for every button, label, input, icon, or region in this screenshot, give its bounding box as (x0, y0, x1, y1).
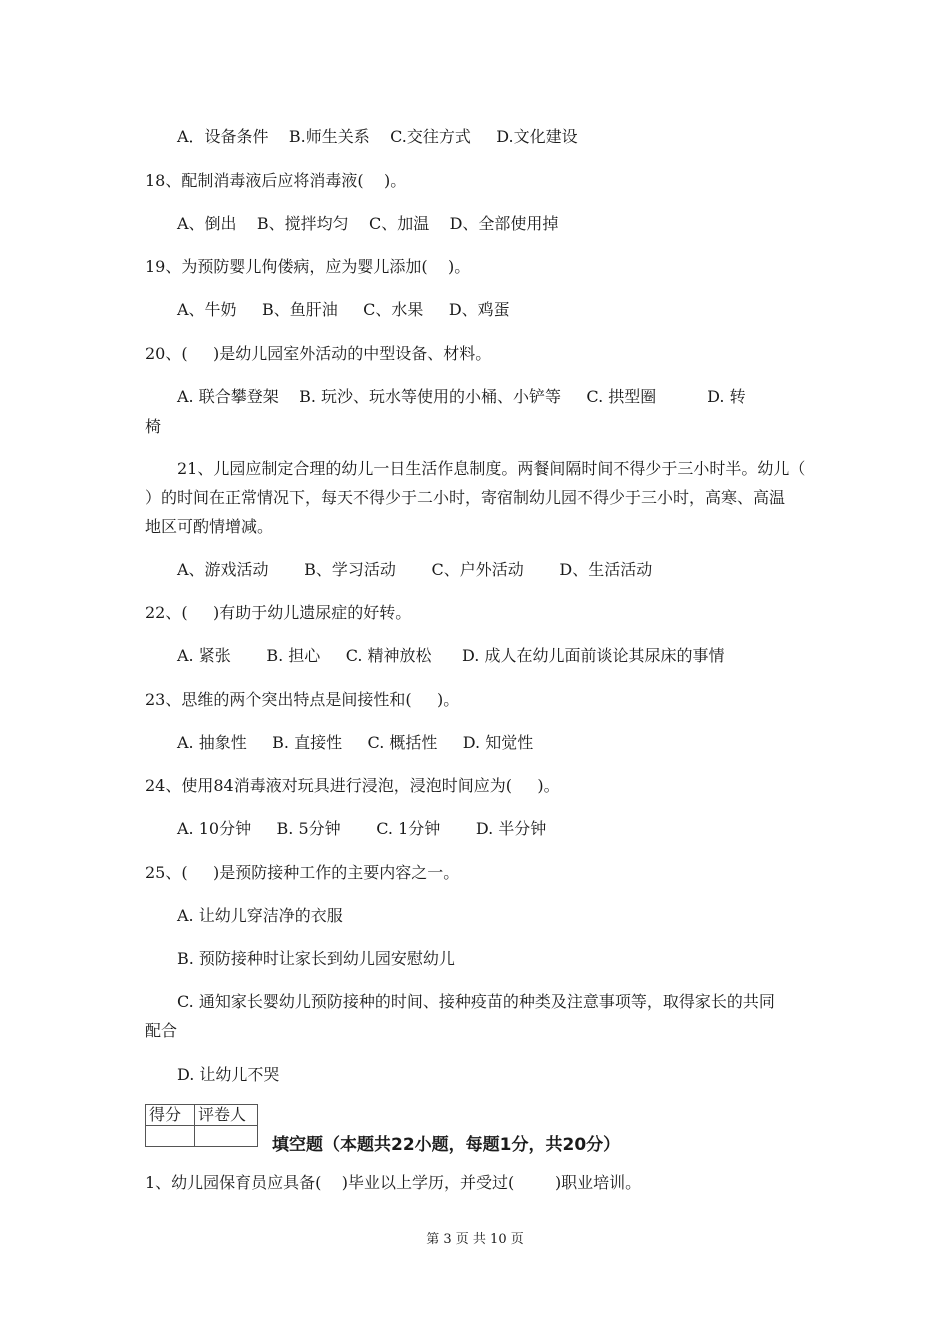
page-footer: 第 3 页 共 10 页 (426, 1232, 524, 1247)
q19-options: A、牛奶 B、鱼肝油 C、水果 D、鸡蛋 (177, 300, 510, 319)
grader-label: 评卷人 (195, 1105, 258, 1126)
q24-options: A. 10分钟 B. 5分钟 C. 1分钟 D. 半分钟 (177, 819, 547, 838)
q25-option-c-line1: C. 通知家长婴幼儿预防接种的时间、接种疫苗的种类及注意事项等，取得家长的共同 (177, 992, 775, 1011)
q25-option-d: D. 让幼儿不哭 (177, 1065, 280, 1084)
q20-options-cont: 椅 (145, 417, 162, 436)
score-label: 得分 (146, 1105, 195, 1126)
q23-options: A. 抽象性 B. 直接性 C. 概括性 D. 知觉性 (177, 733, 534, 752)
fill-question-1: 1、幼儿园保育员应具备( )毕业以上学历，并受过( )职业培训。 (145, 1173, 642, 1192)
q21-question-line3: 地区可酌情增减。 (145, 517, 274, 536)
grader-cell (195, 1126, 258, 1147)
q19-question: 19、为预防婴儿佝偻病，应为婴儿添加( )。 (145, 257, 471, 276)
q25-question: 25、( )是预防接种工作的主要内容之一。 (145, 863, 460, 882)
q22-options: A. 紧张 B. 担心 C. 精神放松 D. 成人在幼儿面前谈论其尿床的事情 (177, 646, 725, 665)
q21-question-line1: 21、儿园应制定合理的幼儿一日生活作息制度。两餐间隔时间不得少于三小时半。幼儿（ (177, 459, 806, 478)
q22-question: 22、( )有助于幼儿遗尿症的好转。 (145, 603, 412, 622)
q21-question-line2: ）的时间在正常情况下，每天不得少于二小时，寄宿制幼儿园不得少于三小时，高寒、高温 (145, 488, 786, 507)
q25-option-a: A. 让幼儿穿洁净的衣服 (177, 906, 343, 925)
q20-question: 20、( )是幼儿园室外活动的中型设备、材料。 (145, 344, 492, 363)
q21-options: A、游戏活动 B、学习活动 C、户外活动 D、生活活动 (177, 560, 653, 579)
section-title: 填空题（本题共22小题，每题1分，共20分） (272, 1135, 621, 1155)
q17-options: A．设备条件 B.师生关系 C.交往方式 D.文化建设 (177, 127, 578, 146)
score-box (145, 1104, 258, 1147)
q18-question: 18、配制消毒液后应将消毒液( )。 (145, 171, 407, 190)
q25-option-b: B. 预防接种时让家长到幼儿园安慰幼儿 (177, 949, 455, 968)
q20-options: A. 联合攀登架 B. 玩沙、玩水等使用的小桶、小铲等 C. 拱型圈 D. 转 (177, 387, 746, 406)
q18-options: A、倒出 B、搅拌均匀 C、加温 D、全部使用掉 (177, 214, 559, 233)
q23-question: 23、思维的两个突出特点是间接性和( )。 (145, 690, 460, 709)
score-cell (146, 1126, 195, 1147)
q25-option-c-line2: 配合 (145, 1021, 178, 1040)
q24-question: 24、使用84消毒液对玩具进行浸泡，浸泡时间应为( )。 (145, 776, 560, 795)
